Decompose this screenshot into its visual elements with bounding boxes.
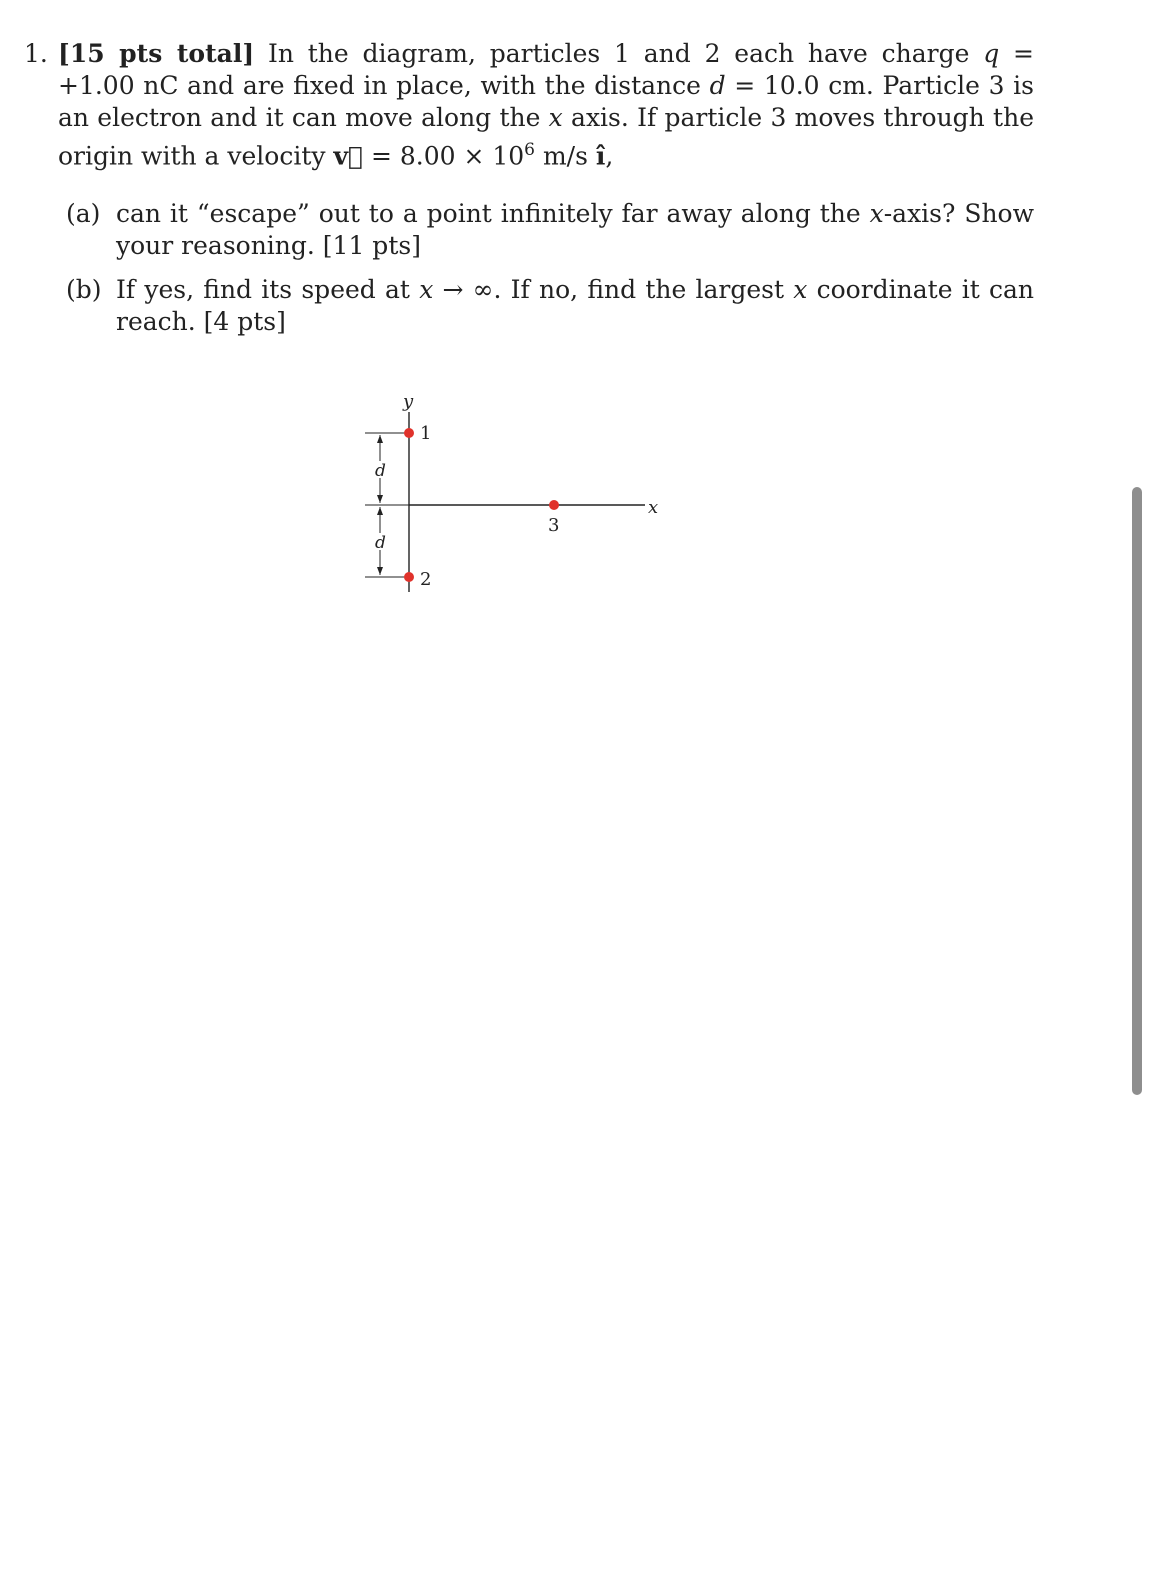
particle-1-label: 1 (420, 423, 432, 444)
problem-text-3: = 10.0 cm. Particle 3 is an electron and it can move along the (58, 71, 1034, 132)
problem-number: 1. (24, 39, 48, 68)
unit-vector-i: î (595, 141, 606, 171)
part-a-text-2: -axis? Show your reasoning. [11 pts] (116, 199, 1034, 260)
vertical-scrollbar[interactable] (1132, 487, 1142, 1095)
part-b-text-1: If yes, find its speed at (116, 275, 420, 304)
x-symbol: x (548, 103, 563, 132)
part-b-label: (b) (66, 275, 102, 304)
part-a (66, 198, 1034, 262)
part-a-x-symbol: x (869, 199, 884, 228)
particle-2 (404, 572, 414, 582)
particle-1 (404, 428, 414, 438)
velocity-symbol: v⃗ (333, 141, 363, 171)
upper-d-arrow-down-head (377, 495, 383, 503)
particle-2-label: 2 (420, 569, 432, 590)
problem-statement (24, 38, 1034, 172)
particle-3 (549, 500, 559, 510)
problem-text-7: , (605, 141, 614, 171)
distance-label-bottom: d (375, 533, 386, 553)
part-b-x-symbol: x (419, 275, 434, 304)
part-a-label: (a) (66, 199, 101, 228)
part-b (66, 274, 1034, 338)
part-b-text-3: coordinate it can reach. [4 pts] (116, 275, 1034, 336)
distance-symbol: d (709, 71, 726, 100)
lower-d-arrow-up-head (377, 507, 383, 515)
part-b-x-symbol-2: x (793, 275, 808, 304)
problem-text-2: = +1.00 nC and are fixed in place, with the distance (58, 39, 1034, 100)
points-label: [15 pts total] (58, 39, 255, 68)
x-axis-label: x (648, 497, 659, 518)
part-a-text-1: can it “escape” out to a point infinitely far away along the (116, 199, 870, 228)
lower-d-arrow-down-head (377, 567, 383, 575)
charge-diagram (350, 385, 680, 600)
problem-text-1: In the diagram, particles 1 and 2 each have charge (254, 39, 984, 68)
problem-text-4: axis. If particle 3 moves through the origin with a velocity (58, 103, 1034, 171)
particle-3-label: 3 (548, 515, 560, 536)
problem-text-5: = 8.00 × 10 (363, 141, 525, 171)
exponent: 6 (524, 140, 535, 160)
upper-d-arrow-up-head (377, 435, 383, 443)
problem-body (58, 38, 1034, 172)
part-b-text-2: → ∞. If no, find the largest (433, 275, 794, 304)
charge-symbol: q (983, 39, 1000, 68)
problem-text-6: m/s (535, 141, 596, 171)
problem-parts (66, 198, 1034, 350)
y-axis-label: y (403, 391, 414, 412)
distance-label-top: d (375, 461, 386, 481)
